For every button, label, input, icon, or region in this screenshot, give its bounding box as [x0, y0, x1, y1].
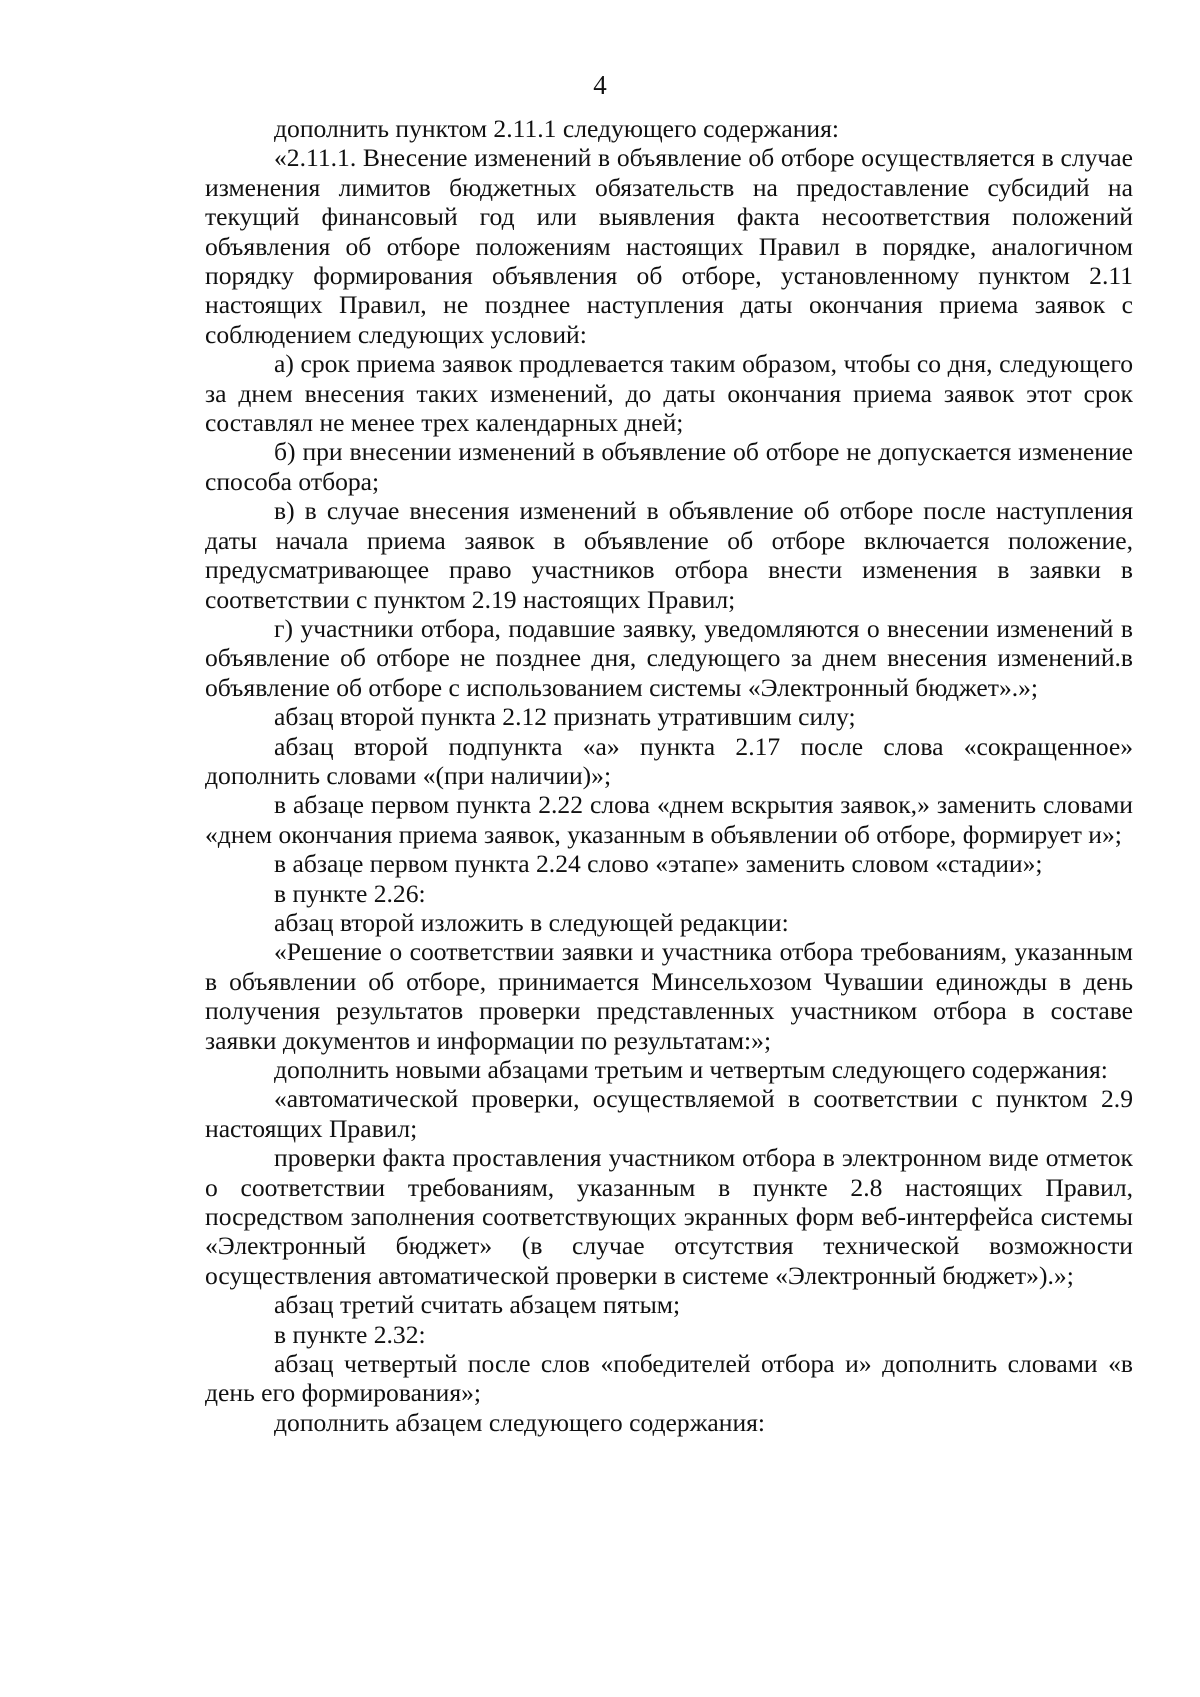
paragraph: дополнить новыми абзацами третьим и четвертым следующего содержания:	[274, 1055, 1108, 1084]
paragraph: «2.11.1. Внесение изменений в объявление об отборе осуществляется в случае изменения лимитов бюджетных обязательств на предоставление субсидий на текущий финансовый год или выявления факта несоответствия положений объявления об отборе положениям настоящих Правил в порядке, аналогичном порядку формирования объявления об отборе, установленному пунктом 2.11 настоящих Правил, не позднее наступления даты окончания приема заявок с соблюдением следующих условий:	[205, 143, 1133, 349]
paragraph: в пункте 2.26:	[274, 878, 426, 908]
paragraph: абзац второй изложить в следующей редакции:	[274, 907, 789, 937]
document-body	[205, 114, 1133, 1437]
paragraph: «автоматической проверки, осуществляемой в соответствии с пунктом 2.9 настоящих Правил;	[205, 1084, 1133, 1143]
paragraph: б) при внесении изменений в объявление об отборе не допускается изменение способа отбора;	[205, 437, 1133, 496]
paragraph: дополнить абзацем следующего содержания:	[274, 1407, 766, 1437]
paragraph: в) в случае внесения изменений в объявление об отборе после наступления даты начала приема заявок в объявление об отборе включается положение, предусматривающее право участников отбора внести изменения в заявки в соответствии с пунктом 2.19 настоящих Правил;	[205, 496, 1133, 614]
paragraph: г) участники отбора, подавшие заявку, уведомляются о внесении изменений в объявление об отборе не позднее дня, следующего за днем внесения изменений.в объявление об отборе с использованием системы «Электронный бюджет».»;	[205, 613, 1133, 702]
paragraph: в абзаце первом пункта 2.22 слова «днем вскрытия заявок,» заменить словами «днем окончания приема заявок, указанным в объявлении об отборе, формирует и»;	[205, 790, 1133, 849]
paragraph: дополнить пунктом 2.11.1 следующего содержания:	[274, 114, 839, 143]
paragraph: проверки факта проставления участником отбора в электронном виде отметок о соответствии требованиям, указанным в пункте 2.8 настоящих Правил, посредством заполнения соответствующих экранных форм веб-интерфейса системы «Электронный бюджет» (в случае отсутствия технической возможности осуществления автоматической проверки в системе «Электронный бюджет»).»;	[205, 1143, 1133, 1290]
paragraph: абзац третий считать абзацем пятым;	[274, 1290, 681, 1320]
paragraph: в пункте 2.32:	[274, 1319, 426, 1349]
paragraph: «Решение о соответствии заявки и участника отбора требованиям, указанным в объявлении об отборе, принимается Минсельхозом Чувашии единожды в день получения результатов проверки представленных участником отбора в составе заявки документов и информации по результатам:»;	[205, 937, 1133, 1055]
paragraph: в абзаце первом пункта 2.24 слово «этапе» заменить словом «стадии»;	[274, 849, 1043, 879]
paragraph: абзац четвертый после слов «победителей отбора и» дополнить словами «в день его формирования»;	[205, 1349, 1133, 1408]
paragraph: а) срок приема заявок продлевается таким образом, чтобы со дня, следующего за днем внесения таких изменений, до даты окончания приема заявок этот срок составлял не менее трех календарных дней;	[205, 349, 1133, 438]
paragraph: абзац второй подпункта «а» пункта 2.17 после слова «сокращенное» дополнить словами «(при наличии)»;	[205, 731, 1133, 790]
paragraph: абзац второй пункта 2.12 признать утратившим силу;	[274, 702, 856, 732]
page-number: 4	[593, 70, 607, 100]
